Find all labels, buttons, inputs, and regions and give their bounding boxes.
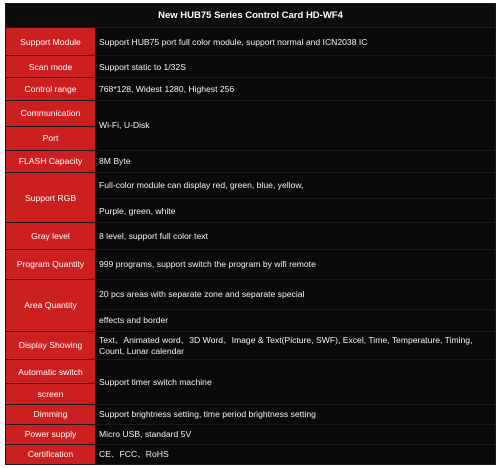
row-value-certification: CE、FCC、RoHS	[96, 444, 496, 464]
table-row	[6, 249, 496, 279]
table-row	[6, 56, 496, 78]
row-label-support-rgb: Support RGB	[6, 173, 96, 223]
row-label-control-range: Control range	[6, 78, 96, 100]
row-value-control-range: 768*128, Widest 1280, Highest 256	[96, 78, 496, 100]
table-row	[6, 78, 496, 100]
row-value-automatic-switch-screen: Support timer switch machine	[96, 360, 496, 404]
table-row	[6, 332, 496, 360]
row-value-area-quantity-2: effects and border	[96, 309, 496, 331]
row-label-certification: Certification	[6, 444, 96, 464]
table-row	[6, 279, 496, 309]
row-label-program-quantity: Program Quantity	[6, 249, 96, 279]
row-label-port: Port	[6, 126, 96, 150]
table-row	[6, 150, 496, 172]
row-label-automatic-switch: Automatic switch	[6, 360, 96, 384]
row-label-scan-mode: Scan mode	[6, 56, 96, 78]
table-title: New HUB75 Series Control Card HD-WF4	[6, 4, 496, 28]
row-value-support-module: Support HUB75 port full color module, support normal and ICN2038 IC	[96, 28, 496, 56]
row-label-flash-capacity: FLASH Capacity	[6, 150, 96, 172]
table-row	[6, 404, 496, 424]
row-label-support-module: Support Module	[6, 28, 96, 56]
spec-table	[5, 3, 496, 465]
row-value-flash-capacity: 8M Byte	[96, 150, 496, 172]
row-value-power-supply: Micro USB, standard 5V	[96, 424, 496, 444]
row-value-dimming: Support brightness setting, time period brightness setting	[96, 404, 496, 424]
row-value-scan-mode: Support static to 1/32S	[96, 56, 496, 78]
row-label-display-showing: Display Showing	[6, 332, 96, 360]
table-row	[6, 173, 496, 199]
row-value-communication-port: Wi-Fi, U-Disk	[96, 100, 496, 150]
row-label-power-supply: Power supply	[6, 424, 96, 444]
row-label-communication: Communication	[6, 100, 96, 126]
table-row	[6, 360, 496, 384]
row-value-program-quantity: 999 programs, support switch the program by wifi remote	[96, 249, 496, 279]
table-row	[6, 28, 496, 56]
table-row	[6, 424, 496, 444]
row-value-area-quantity-1: 20 pcs areas with separate zone and separate special	[96, 279, 496, 309]
row-label-gray-level: Gray level	[6, 223, 96, 249]
row-label-screen: screen	[6, 384, 96, 404]
row-value-display-showing: Text、Animated word、3D Word、Image & Text(Picture, SWF), Excel, Time, Temperature, Timing, Count, Lunar calendar	[96, 332, 496, 360]
row-label-area-quantity: Area Quantity	[6, 279, 96, 331]
row-value-support-rgb-2: Purple, green, white	[96, 199, 496, 223]
table-row	[6, 223, 496, 249]
table-row	[6, 444, 496, 464]
row-value-gray-level: 8 level, support full color text	[96, 223, 496, 249]
table-title-row	[6, 4, 496, 28]
row-value-support-rgb-1: Full-color module can display red, green, blue, yellow,	[96, 173, 496, 199]
table-row	[6, 100, 496, 126]
row-label-dimming: Dimming	[6, 404, 96, 424]
